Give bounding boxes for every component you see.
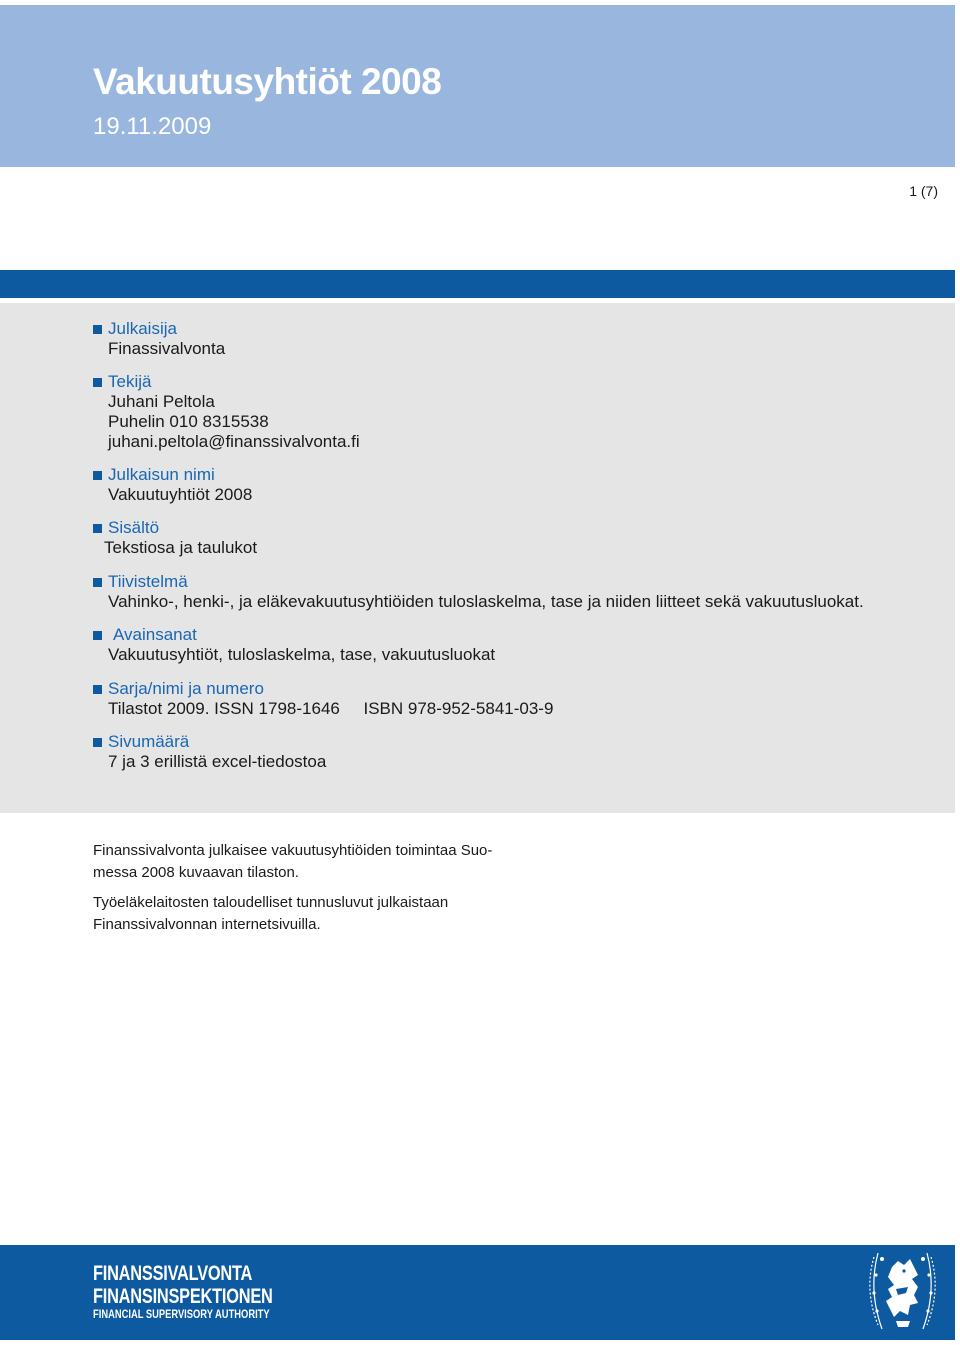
square-bullet-icon [93, 325, 102, 334]
info-label: Sisältö [108, 518, 160, 537]
body-paragraph-2 [93, 892, 513, 936]
info-value: Puhelin 010 8315538 [108, 412, 269, 431]
footer-band [0, 1245, 955, 1340]
body-line: Finanssivalvonta julkaisee vakuutusyhtiöiden toimintaa Suo- [93, 842, 493, 859]
info-value: Vahinko-, henki-, ja eläkevakuutusyhtiöiden tuloslaskelma, tase ja niiden liitteet sekä vakuutusluokat. [108, 592, 864, 611]
body-line: Työeläkelaitosten taloudelliset tunnusluvut julkaistaan [93, 894, 449, 911]
square-bullet-icon [93, 471, 102, 480]
info-value: Tekstiosa ja taulukot [104, 538, 258, 557]
square-bullet-icon [93, 378, 102, 387]
info-label: Tekijä [108, 372, 152, 391]
publication-info-box [0, 303, 955, 813]
info-item-author [93, 372, 360, 452]
logo-line-swedish: FINANSINSPEKTIONEN [93, 1285, 273, 1308]
square-bullet-icon [93, 524, 102, 533]
info-label: Julkaisun nimi [108, 465, 215, 484]
lion-seal-icon [860, 1245, 945, 1340]
info-value-email: juhani.peltola@finanssivalvonta.fi [108, 432, 360, 451]
info-item-series [93, 679, 553, 719]
body-line: Finanssivalvonnan internetsivuilla. [93, 916, 321, 933]
logo-line-english: FINANCIAL SUPERVISORY AUTHORITY [93, 1307, 270, 1321]
info-label: Avainsanat [113, 625, 197, 644]
info-item-summary [93, 572, 864, 612]
info-item-publication-name [93, 465, 252, 505]
page-number: 1 (7) [909, 183, 938, 199]
info-value: Finassivalvonta [108, 339, 226, 358]
info-label: Sarja/nimi ja numero [108, 679, 264, 698]
info-value: Tilastot 2009. ISSN 1798-1646 ISBN 978-952-5841-03-9 [108, 699, 554, 718]
square-bullet-icon [93, 578, 102, 587]
body-line: messa 2008 kuvaavan tilaston. [93, 864, 299, 881]
header-banner [0, 5, 955, 167]
info-item-publisher [93, 319, 225, 359]
info-value: Vakuutusyhtiöt, tuloslaskelma, tase, vakuutusluokat [108, 645, 496, 664]
info-item-contents [93, 518, 257, 558]
square-bullet-icon [93, 685, 102, 694]
info-label: Julkaisija [108, 319, 177, 338]
body-paragraph-1 [93, 840, 513, 884]
document-date: 19.11.2009 [93, 113, 212, 140]
info-label: Tiivistelmä [108, 572, 188, 591]
info-item-page-count [93, 732, 326, 772]
square-bullet-icon [93, 631, 102, 640]
square-bullet-icon [93, 738, 102, 747]
logo-line-finnish: FINANSSIVALVONTA [93, 1262, 253, 1285]
info-value: Juhani Peltola [108, 392, 215, 411]
divider-band [0, 270, 955, 298]
info-value: 7 ja 3 erillistä excel-tiedostoa [108, 752, 327, 771]
info-label: Sivumäärä [108, 732, 190, 751]
info-value: Vakuutuyhtiöt 2008 [108, 485, 253, 504]
info-item-keywords [93, 625, 495, 665]
document-title: Vakuutusyhtiöt 2008 [93, 61, 442, 102]
